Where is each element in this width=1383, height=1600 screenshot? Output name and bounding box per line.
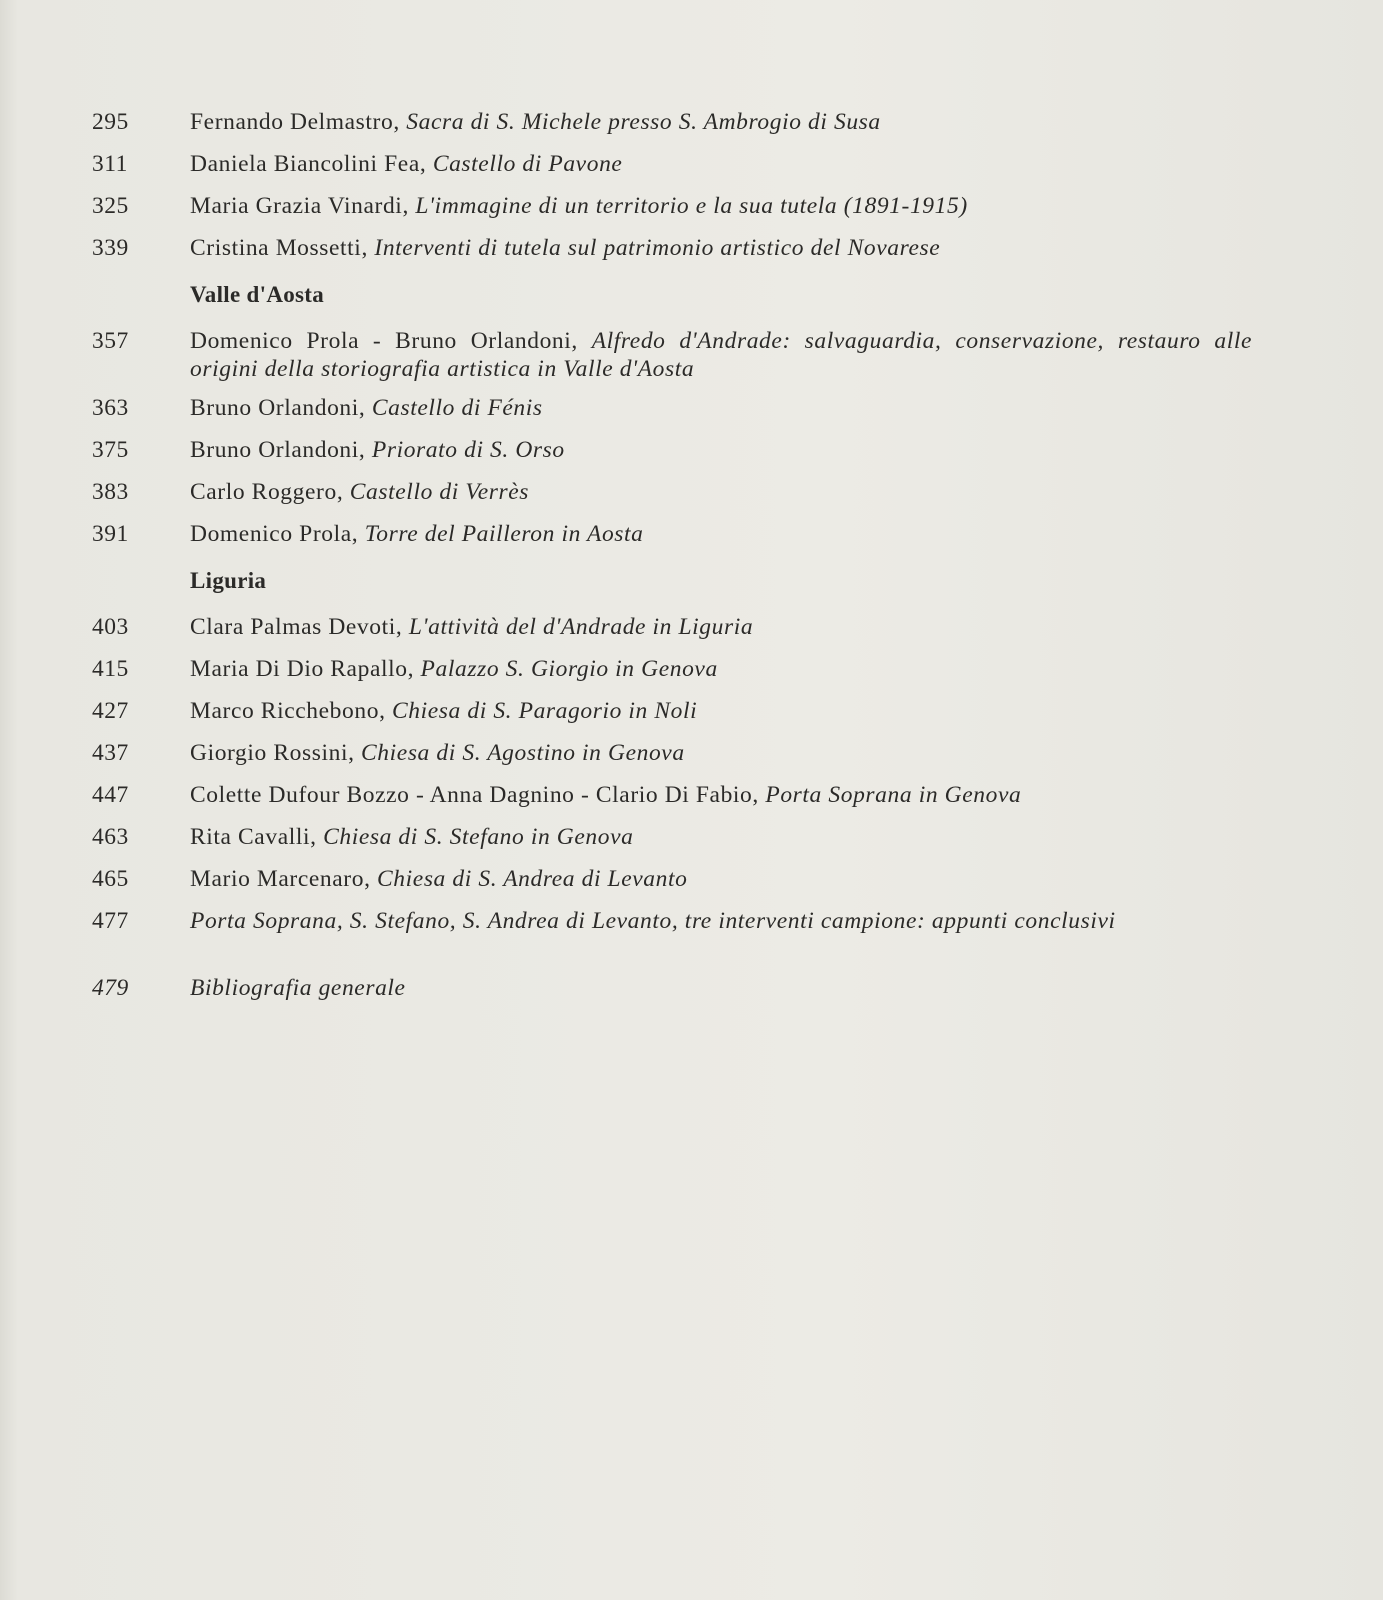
- entry-title: Bibliografia generale: [190, 975, 406, 1001]
- entry-title: L'attività del d'Andrade in Liguria: [408, 614, 754, 640]
- entry-author: Carlo Roggero: [190, 479, 337, 505]
- entry-title: Chiesa di S. Stefano in Genova: [323, 824, 634, 850]
- toc-entry: 295 Fernando Delmastro, Sacra di S. Michele presso S. Ambrogio di Susa: [92, 109, 881, 135]
- entry-title: Interventi di tutela sul patrimonio artistico del Novarese: [374, 235, 941, 261]
- toc-entry: 437 Giorgio Rossini, Chiesa di S. Agostino in Genova: [92, 740, 685, 766]
- entry-title: Palazzo S. Giorgio in Genova: [420, 656, 718, 682]
- page-number: 465: [92, 866, 129, 892]
- entry-title: Castello di Fénis: [371, 395, 543, 421]
- page-number: 339: [92, 235, 129, 261]
- entry-title: Alfredo d'Andrade: salvaguardia, conservazione, restauro alle origini della storiografia artistica in Valle d'Aosta: [190, 328, 1252, 382]
- entry-author: Clara Palmas Devoti: [190, 614, 396, 640]
- entry-title: L'immagine di un territorio e la sua tutela (1891-1915): [415, 193, 968, 219]
- entry-title: Sacra di S. Michele presso S. Ambrogio di Susa: [406, 109, 881, 135]
- toc-entry: 427 Marco Ricchebono, Chiesa di S. Paragorio in Noli: [92, 698, 698, 724]
- entry-title: Castello di Verrès: [349, 479, 529, 505]
- entry-title: Chiesa di S. Agostino in Genova: [361, 740, 685, 766]
- toc-entry: 463 Rita Cavalli, Chiesa di S. Stefano in Genova: [92, 824, 634, 850]
- page-number: 295: [92, 109, 129, 135]
- entry-title: Porta Soprana in Genova: [765, 782, 1022, 808]
- section-heading-liguria: Liguria: [190, 568, 267, 593]
- entry-author: Domenico Prola: [190, 521, 352, 547]
- page-number: 311: [92, 151, 128, 177]
- entry-author: Daniela Biancolini Fea: [190, 151, 420, 177]
- page-number: 403: [92, 614, 129, 640]
- entry-title: Porta Soprana, S. Stefano, S. Andrea di Levanto, tre interventi campione: appunti conclusivi: [190, 908, 1116, 934]
- entry-author: Fernando Delmastro: [190, 109, 394, 135]
- page-number: 363: [92, 395, 129, 421]
- toc-entry: 403 Clara Palmas Devoti, L'attività del d'Andrade in Liguria: [92, 614, 754, 640]
- entry-author: Maria Di Dio Rapallo: [190, 656, 408, 682]
- entry-title: Chiesa di S. Paragorio in Noli: [392, 698, 698, 724]
- entry-author: Bruno Orlandoni: [190, 395, 359, 421]
- entry-title: Castello di Pavone: [432, 151, 623, 177]
- entry-author: Giorgio Rossini: [190, 740, 349, 766]
- page-number: 477: [92, 908, 129, 934]
- entry-author: Bruno Orlandoni: [190, 437, 359, 463]
- entry-author: Maria Grazia Vinardi: [190, 193, 403, 219]
- entry-author: Colette Dufour Bozzo - Anna Dagnino - Clario Di Fabio: [190, 782, 753, 808]
- page-number: 415: [92, 656, 129, 682]
- section-heading-valle-daosta: Valle d'Aosta: [190, 282, 325, 307]
- page-number: 383: [92, 479, 129, 505]
- entry-title: Torre del Pailleron in Aosta: [364, 521, 644, 547]
- entry-author: Mario Marcenaro: [190, 866, 365, 892]
- page-number: 391: [92, 521, 129, 547]
- page-number: 437: [92, 740, 129, 766]
- toc-entry: 391 Domenico Prola, Torre del Pailleron in Aosta: [92, 521, 644, 547]
- toc-entry: 383 Carlo Roggero, Castello di Verrès: [92, 479, 529, 505]
- toc-entry: [92, 907, 1252, 974]
- entry-author: Domenico Prola - Bruno Orlandoni: [190, 328, 572, 354]
- toc-entry: 447 Colette Dufour Bozzo - Anna Dagnino - Clario Di Fabio, Porta Soprana in Genova: [92, 782, 1022, 808]
- page-number: 357: [92, 328, 129, 354]
- page-number: 463: [92, 824, 129, 850]
- page-number: 479: [92, 975, 129, 1001]
- entry-author: Cristina Mossetti: [190, 235, 362, 261]
- toc-entry: 465 Mario Marcenaro, Chiesa di S. Andrea di Levanto: [92, 866, 688, 892]
- page-number: 427: [92, 698, 129, 724]
- entry-title: Priorato di S. Orso: [371, 437, 565, 463]
- toc-entry: 357 Domenico Prola - Bruno Orlandoni, Alfredo d'Andrade: salvaguardia, conservazione, restauro alle origini della storiografia artistica in Valle d'Aosta: [92, 328, 1252, 382]
- toc-entry: 375 Bruno Orlandoni, Priorato di S. Orso: [92, 437, 565, 463]
- toc-entry: 363 Bruno Orlandoni, Castello di Fénis: [92, 395, 543, 421]
- toc-entry: 311 Daniela Biancolini Fea, Castello di Pavone: [92, 151, 623, 177]
- toc-entry: 415 Maria Di Dio Rapallo, Palazzo S. Giorgio in Genova: [92, 656, 718, 682]
- page-number: 325: [92, 193, 129, 219]
- entry-author: Marco Ricchebono: [190, 698, 380, 724]
- page-number: 447: [92, 782, 129, 808]
- toc-entry: 339 Cristina Mossetti, Interventi di tutela sul patrimonio artistico del Novarese: [92, 235, 941, 261]
- toc-entry: 325 Maria Grazia Vinardi, L'immagine di un territorio e la sua tutela (1891-1915): [92, 193, 968, 219]
- table-of-contents: [92, 108, 1252, 1016]
- entry-author: Rita Cavalli: [190, 824, 311, 850]
- entry-title: Chiesa di S. Andrea di Levanto: [377, 866, 688, 892]
- page-number: 375: [92, 437, 129, 463]
- toc-entry-bibliography: [92, 974, 1252, 1016]
